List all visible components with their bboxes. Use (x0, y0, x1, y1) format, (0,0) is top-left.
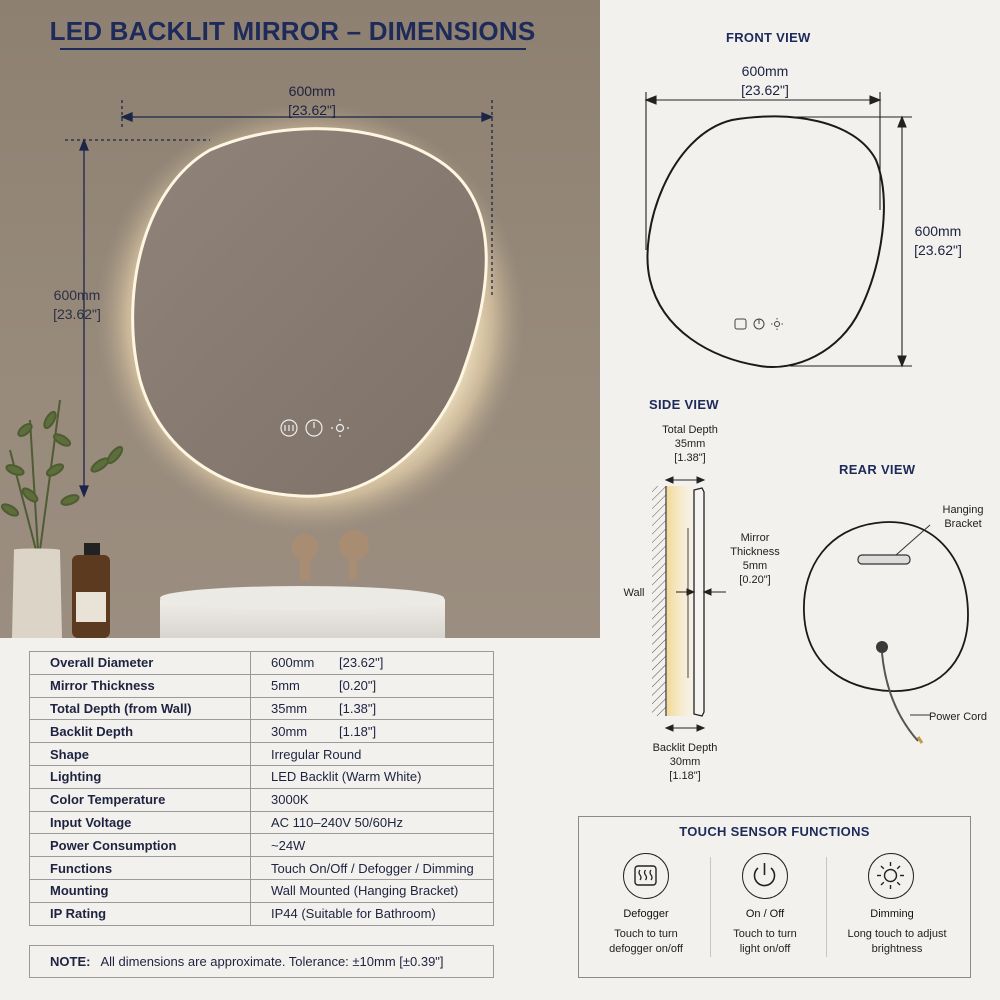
spec-key: Backlit Depth (30, 720, 251, 743)
spec-value-cell (251, 879, 494, 902)
front-width-mm: 600mm (741, 63, 789, 79)
spec-key: Mounting (30, 879, 251, 902)
spec-value: Wall Mounted (Hanging Bracket) (271, 883, 459, 899)
spec-value-cell (251, 902, 494, 925)
dimming-name: Dimming (870, 908, 914, 920)
on-off-desc (700, 927, 830, 957)
dimming-desc-line2: brightness (871, 943, 923, 955)
front-width-in: [23.62"] (741, 82, 789, 98)
photo-height-in: [23.62"] (53, 306, 101, 322)
mirror-thickness-mm: 5mm (742, 560, 768, 572)
spec-row (30, 834, 494, 857)
total-depth-in: [1.38"] (674, 452, 706, 464)
on-off-desc-line2: light on/off (739, 943, 791, 955)
power-cord (882, 653, 918, 741)
dimming-desc-line1: Long touch to adjust (847, 928, 947, 940)
power-icon (742, 853, 788, 899)
defogger-desc-line1: Touch to turn (614, 928, 678, 940)
spec-value-cell (251, 697, 494, 720)
spec-key: Input Voltage (30, 811, 251, 834)
spec-table (29, 651, 494, 926)
defogger-name: Defogger (623, 908, 669, 920)
spec-value: LED Backlit (Warm White) (271, 769, 422, 785)
power-cord-label: Power Cord (928, 711, 988, 723)
spec-key: Color Temperature (30, 788, 251, 811)
rear-mirror-outline (804, 522, 968, 691)
spec-row (30, 674, 494, 697)
backlit-depth-mm: 30mm (669, 756, 701, 768)
mirror-side-profile (694, 488, 704, 716)
spec-key: Functions (30, 857, 251, 880)
spec-value-cell (251, 811, 494, 834)
page-title: LED BACKLIT MIRROR – DIMENSIONS (49, 16, 536, 46)
front-touch-icons (735, 318, 783, 330)
spec-value: 3000K (271, 792, 309, 808)
spec-key: Total Depth (from Wall) (30, 697, 251, 720)
spec-value: IP44 (Suitable for Bathroom) (271, 906, 436, 922)
side-view-drawing (650, 468, 740, 740)
spec-value-imperial: [1.18"] (339, 723, 377, 739)
hanging-bracket-title1: Hanging (942, 504, 984, 516)
spec-row (30, 697, 494, 720)
spec-key: Shape (30, 743, 251, 766)
photo-height-label (32, 286, 122, 324)
spec-value: Touch On/Off / Defogger / Dimming (271, 860, 474, 876)
spec-row (30, 652, 494, 675)
spec-value-cell (251, 857, 494, 880)
backlit-depth-label (630, 741, 740, 783)
note-box (29, 945, 494, 978)
spec-value-cell (251, 674, 494, 697)
photo-width-in: [23.62"] (288, 102, 336, 118)
spec-key: IP Rating (30, 902, 251, 925)
mirror-thickness-title1: Mirror (740, 532, 770, 544)
spec-value: 35mm (271, 700, 308, 716)
on-off-name: On / Off (745, 908, 785, 920)
backlit-depth-title: Backlit Depth (652, 742, 718, 754)
spec-value-cell (251, 743, 494, 766)
spec-row (30, 857, 494, 880)
spec-value: 600mm (271, 655, 315, 671)
defogger-icon (623, 853, 669, 899)
spec-value: ~24W (271, 837, 306, 853)
spec-key: Mirror Thickness (30, 674, 251, 697)
photo-width-mm: 600mm (288, 83, 336, 99)
vase (12, 549, 62, 639)
rear-view-heading: REAR VIEW (839, 462, 916, 477)
spec-value-imperial: [23.62"] (339, 655, 384, 671)
front-view-drawing (620, 90, 920, 380)
spec-value-cell (251, 765, 494, 788)
spec-key: Overall Diameter (30, 652, 251, 675)
backlight-glow-side (667, 486, 693, 716)
faucet (292, 530, 369, 581)
front-view-heading: FRONT VIEW (726, 30, 811, 45)
spec-key: Lighting (30, 765, 251, 788)
spec-row (30, 765, 494, 788)
front-mirror-outline (648, 116, 884, 367)
mirror-thickness-in: [0.20"] (739, 574, 771, 586)
note-text: All dimensions are approximate. Tolerance: ±10mm [±0.39"] (100, 954, 444, 969)
spec-value: AC 110–240V 50/60Hz (271, 814, 404, 830)
spec-row (30, 902, 494, 925)
soap-bottle (72, 543, 110, 638)
spec-value-cell (251, 652, 494, 675)
title-underline (60, 48, 526, 50)
spec-row (30, 811, 494, 834)
spec-key: Power Consumption (30, 834, 251, 857)
on-off-desc-line1: Touch to turn (733, 928, 797, 940)
cord-outlet (876, 641, 888, 653)
photo-height-mm: 600mm (53, 287, 101, 303)
wall-label: Wall (623, 587, 645, 599)
spec-value-cell (251, 788, 494, 811)
defogger-desc-line2: defogger on/off (609, 943, 683, 955)
dimming-desc (832, 927, 962, 957)
total-depth-label (640, 423, 740, 465)
mirror-thickness-title2: Thickness (730, 546, 780, 558)
spec-value: Irregular Round (271, 746, 362, 762)
photo-width-label (262, 82, 362, 120)
spec-value: 5mm (271, 678, 300, 694)
spec-value-cell (251, 834, 494, 857)
spec-value-imperial: [0.20"] (339, 678, 377, 694)
wall-hatch (652, 486, 666, 716)
total-depth-mm: 35mm (674, 438, 706, 450)
spec-row (30, 879, 494, 902)
side-view-heading: SIDE VIEW (649, 397, 719, 412)
front-height-in: [23.62"] (914, 242, 962, 258)
spec-row (30, 788, 494, 811)
front-height-mm: 600mm (914, 223, 962, 239)
total-depth-title: Total Depth (662, 424, 718, 436)
spec-value-cell (251, 720, 494, 743)
note-label: NOTE: (50, 954, 91, 969)
defogger-desc (581, 927, 711, 957)
spec-value: 30mm (271, 723, 308, 739)
sun-icon (868, 853, 914, 899)
hanging-bracket (858, 555, 910, 564)
spec-row (30, 720, 494, 743)
spec-row (30, 743, 494, 766)
backlit-depth-in: [1.18"] (669, 770, 701, 782)
rear-view-drawing (800, 515, 1000, 745)
spec-value-imperial: [1.38"] (339, 700, 377, 716)
spec-table-body (30, 652, 494, 926)
plant (0, 400, 124, 550)
hanging-bracket-title2: Bracket (944, 518, 982, 530)
touch-functions-heading: TOUCH SENSOR FUNCTIONS (679, 824, 870, 839)
